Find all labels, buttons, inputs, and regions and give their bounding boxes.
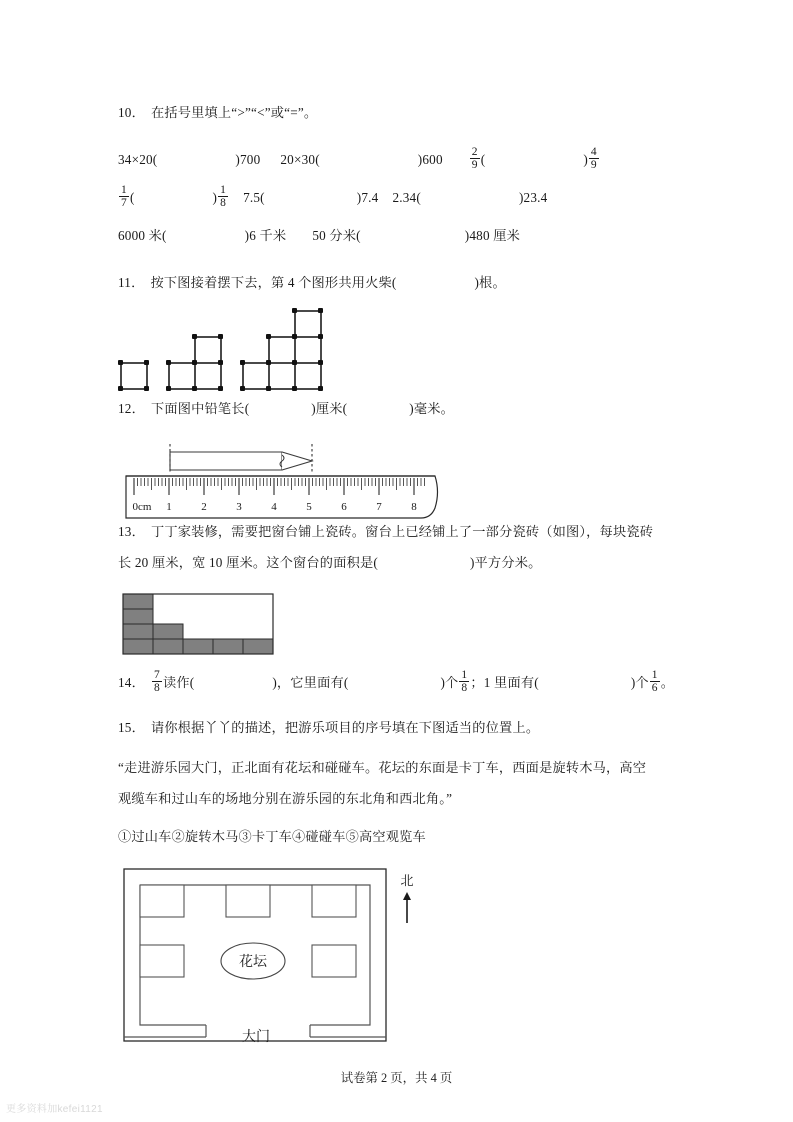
- tile-shaded: [213, 639, 243, 654]
- pencil-shape: [170, 452, 312, 470]
- q10-r3-item-2-right: )480 厘米: [464, 228, 521, 243]
- q14-fraction-7-8: $\frac{7}{8}$: [153, 668, 160, 695]
- q10-r2-item-3-right: )23.4: [518, 190, 548, 205]
- tile-shaded: [153, 639, 183, 654]
- question-11-text-before: 按下图接着摆下去，第 4 个图形共用火柴(: [150, 275, 397, 290]
- question-12-prompt: [118, 394, 693, 424]
- q14-text-6: 。: [660, 675, 675, 690]
- matchstick-figure-2: [168, 336, 228, 392]
- q10-r2-item-2-right: )7.4: [356, 190, 379, 205]
- q10-item-1-left: 34×20(: [118, 152, 158, 167]
- park-slot-north: [226, 885, 270, 917]
- tile-diagram: [121, 592, 693, 662]
- north-arrow-head: [403, 892, 411, 900]
- question-10-row-2: [118, 183, 693, 213]
- q10-r2-item-2-left: 7.5(: [243, 190, 265, 205]
- park-slot-west: [140, 945, 184, 977]
- q14-fraction-1-6: $\frac{1}{6}$: [651, 668, 658, 695]
- question-12-number: 12．: [118, 401, 145, 416]
- question-15-options: [118, 821, 693, 852]
- q15-options-list: ①过山车②旋转木马③卡丁车④碰碰车⑤高空观览车: [118, 829, 426, 844]
- q10-r3-item-2-left: 50 分米(: [312, 228, 361, 243]
- park-map-svg: [120, 865, 430, 1050]
- question-13-line-2: [118, 547, 693, 578]
- question-14-number: 14．: [118, 675, 145, 690]
- ruler-tick-label: 8: [411, 501, 417, 513]
- tile-shaded: [153, 624, 183, 639]
- question-11-prompt: [118, 268, 693, 298]
- question-13-text-2-before: 长 20 厘米，宽 10 厘米。这个窗台的面积是(: [118, 555, 378, 570]
- question-11-text-after: )根。: [474, 275, 506, 290]
- question-11-number: 11．: [118, 275, 145, 290]
- tile-shaded: [183, 639, 213, 654]
- question-14-prompt: [118, 668, 693, 698]
- tile-shaded: [123, 639, 153, 654]
- matchstick-figures: [120, 312, 693, 392]
- q10-r2-item-1-left: (: [129, 190, 135, 205]
- q14-text-1: 读作(: [162, 675, 195, 690]
- q14-text-5: )个: [630, 675, 649, 690]
- amusement-park-map: [120, 865, 693, 1050]
- question-15-quote-line-1: [118, 752, 693, 783]
- matchstick-figure-1: [120, 362, 152, 392]
- worksheet-content: [118, 98, 693, 1050]
- ruler-tick-label: 5: [306, 501, 312, 513]
- ruler-tick-label: 1: [166, 501, 172, 513]
- question-15-quote-line-2: [118, 783, 693, 814]
- question-10-text: 在括号里填上“>”“<”或“=”。: [150, 105, 318, 120]
- question-10-row-3: [118, 221, 693, 251]
- q14-text-4: ；1 里面有(: [470, 675, 539, 690]
- matchstick-figure-3: [242, 310, 328, 392]
- q10-item-1-right: )700: [235, 152, 261, 167]
- park-slot-northwest: [140, 885, 184, 917]
- ruler-tick-label: 3: [236, 501, 242, 513]
- q10-fraction-2-9: $\frac{2}{9}$: [471, 145, 478, 172]
- tile-shaded: [123, 609, 153, 624]
- tile-shaded: [243, 639, 273, 654]
- ruler-body: [126, 476, 438, 518]
- question-10-number: 10．: [118, 105, 145, 120]
- tile-grid-svg: [121, 592, 281, 658]
- q10-r3-item-1-right: )6 千米: [244, 228, 287, 243]
- flowerbed-label: 花坛: [239, 955, 267, 970]
- q10-item-3-left: (: [480, 152, 486, 167]
- q15-quote-1: “走进游乐园大门，正北面有花坛和碰碰车。花坛的东面是卡丁车，西面是旋转木马，高空: [118, 760, 647, 775]
- park-slot-northeast: [312, 885, 356, 917]
- q10-fraction-4-9: $\frac{4}{9}$: [590, 145, 597, 172]
- page-footer: 试卷第 2 页，共 4 页: [340, 1071, 453, 1085]
- q14-text-3: )个: [440, 675, 459, 690]
- tile-shaded: [123, 594, 153, 609]
- q10-r2-item-3-left: 2.34(: [392, 190, 421, 205]
- question-13-text-1: 丁丁家装修，需要把窗台铺上瓷砖。窗台上已经铺上了一部分瓷砖（如图），每块瓷砖: [150, 524, 654, 539]
- question-15-number: 15．: [118, 720, 145, 735]
- gate-label: 大门: [242, 1030, 270, 1045]
- ruler-svg: [122, 430, 472, 522]
- tile-shaded: [123, 624, 153, 639]
- q10-r2-item-1-right: ): [212, 190, 218, 205]
- ruler-origin-label: 0cm: [132, 501, 152, 513]
- park-slot-east: [312, 945, 356, 977]
- q10-r3-item-1-left: 6000 米(: [118, 228, 167, 243]
- question-13-number: 13．: [118, 524, 145, 539]
- q10-item-3-right: ): [583, 152, 588, 167]
- ruler-tick-label: 4: [271, 501, 277, 513]
- question-13-text-2-after: )平方分米。: [469, 555, 542, 570]
- q10-fraction-1-8: $\frac{1}{8}$: [220, 183, 227, 210]
- watermark: 更多资料加kefei1121: [6, 1104, 103, 1115]
- ruler-tick-label: 7: [376, 501, 382, 513]
- question-10-row-1: [118, 145, 693, 175]
- q15-quote-2: 观缆车和过山车的场地分别在游乐园的东北角和西北角。”: [118, 791, 453, 806]
- ruler-tick-label: 2: [201, 501, 207, 513]
- q10-item-2-left: 20×30(: [280, 152, 320, 167]
- question-15-prompt: [118, 712, 693, 743]
- question-15-text: 请你根据丫丫的描述，把游乐项目的序号填在下图适当的位置上。: [150, 720, 540, 735]
- question-12-text-mid: )厘米(: [311, 401, 348, 416]
- question-12-text-after: )毫米。: [409, 401, 455, 416]
- q14-fraction-1-8: $\frac{1}{8}$: [461, 668, 468, 695]
- q14-text-2: )，它里面有(: [272, 675, 349, 690]
- north-label: 北: [400, 873, 414, 888]
- question-10-prompt: [118, 98, 693, 128]
- ruler-tick-label: 6: [341, 501, 347, 513]
- question-12-text-before: 下面图中铅笔长(: [150, 401, 250, 416]
- q10-fraction-1-7: $\frac{1}{7}$: [121, 183, 127, 210]
- q10-item-2-right: )600: [417, 152, 443, 167]
- ruler-diagram: [122, 430, 693, 522]
